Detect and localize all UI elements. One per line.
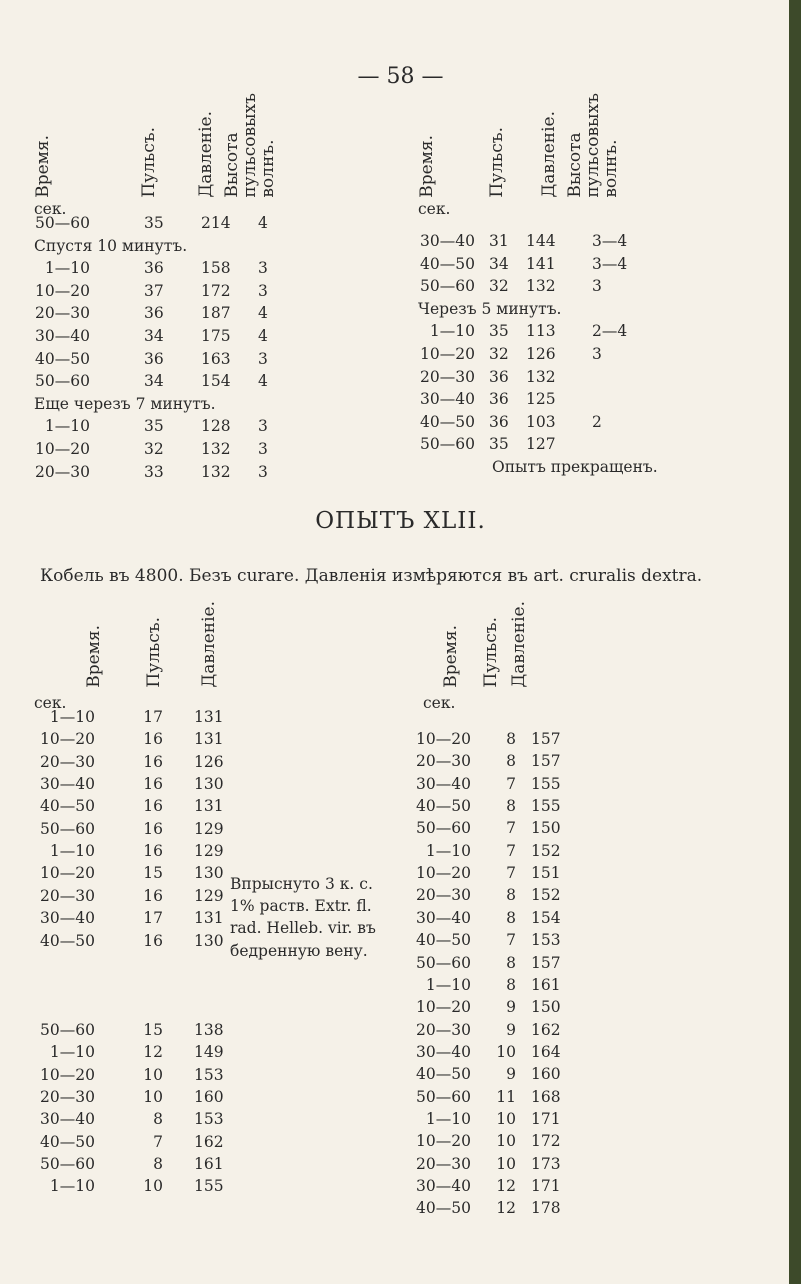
pulse-cell: 7 — [506, 931, 516, 950]
time-cell: 10—20 — [416, 730, 471, 748]
pressure-cell: 155 — [531, 797, 561, 816]
column-header: Время. — [441, 625, 461, 688]
time-cell: 20—30 — [40, 752, 95, 771]
pulse-cell: 32 — [144, 440, 164, 458]
time-cell: 20—30 — [416, 886, 471, 905]
time-cell: 30—40 — [40, 909, 95, 928]
pressure-cell: 151 — [531, 864, 561, 883]
pulse-cell: 16 — [143, 886, 163, 905]
pressure-cell: 149 — [194, 1043, 224, 1062]
time-cell: 10—20 — [416, 864, 471, 883]
time-cell: 50—60 — [40, 1020, 95, 1039]
time-cell: 20—30 — [35, 462, 90, 481]
pulse-cell: 12 — [143, 1043, 163, 1062]
pulse-cell: 9 — [506, 1065, 516, 1084]
pressure-cell: 160 — [531, 1065, 561, 1084]
pressure-cell: 126 — [526, 345, 556, 363]
pressure-cell: 127 — [526, 435, 556, 454]
pulse-cell: 34 — [144, 327, 164, 345]
time-cell: 50—60 — [420, 435, 475, 454]
pulse-cell: 8 — [506, 975, 516, 994]
pressure-cell: 157 — [531, 752, 561, 771]
time-cell: 10—20 — [35, 440, 90, 458]
experiment-subtitle: Кобель въ 4800. Безъ curare. Давленія измѣряются въ art. cruralis dextra. — [40, 566, 703, 586]
pulse-cell: 10 — [143, 1087, 163, 1106]
time-cell: 50—60 — [35, 214, 90, 232]
time-cell: 10—20 — [40, 1065, 95, 1084]
column-header: Высота пульсовыхъ волнъ. — [565, 93, 621, 198]
pressure-cell: 153 — [531, 931, 561, 950]
unit-label: сек. — [34, 694, 67, 712]
time-cell: 1—10 — [49, 842, 95, 861]
time-cell: 10—20 — [35, 281, 90, 300]
time-cell: 30—40 — [416, 774, 471, 793]
pressure-cell: 131 — [194, 730, 224, 749]
pulse-cell: 36 — [144, 259, 164, 278]
page-edge — [789, 0, 801, 1284]
unit-label: сек. — [423, 694, 456, 712]
column-header: Давленіе. — [196, 111, 216, 198]
wave-height-cell: 3—4 — [592, 254, 628, 273]
time-cell: 40—50 — [40, 1132, 95, 1151]
pressure-cell: 132 — [526, 277, 556, 296]
pulse-cell: 9 — [506, 1020, 516, 1039]
pressure-cell: 155 — [194, 1177, 224, 1196]
pulse-cell: 31 — [489, 232, 509, 250]
pressure-cell: 128 — [201, 417, 231, 436]
pressure-cell: 125 — [526, 390, 556, 409]
time-cell: 40—50 — [416, 1199, 471, 1218]
pressure-cell: 160 — [194, 1087, 224, 1106]
experiment-title: ОПЫТЪ XLII. — [315, 508, 486, 534]
pressure-cell: 214 — [201, 214, 231, 232]
pressure-cell: 153 — [194, 1110, 224, 1129]
time-cell: 30—40 — [416, 908, 471, 927]
time-cell: 40—50 — [420, 412, 475, 431]
time-cell: 20—30 — [416, 1020, 471, 1039]
pressure-cell: 130 — [194, 775, 224, 794]
column-header: Время. — [417, 135, 437, 198]
pulse-cell: 10 — [496, 1154, 516, 1173]
unit-label: сек. — [34, 200, 67, 218]
pressure-cell: 172 — [201, 281, 231, 300]
pressure-cell: 152 — [531, 841, 561, 860]
pressure-cell: 129 — [194, 886, 224, 905]
time-cell: 40—50 — [420, 254, 475, 273]
pressure-cell: 131 — [194, 909, 224, 928]
time-cell: 40—50 — [416, 1065, 471, 1084]
pressure-cell: 153 — [194, 1065, 224, 1084]
time-cell: 40—50 — [35, 349, 90, 368]
wave-height-cell: 4 — [258, 214, 268, 232]
time-cell: 50—60 — [40, 819, 95, 838]
pressure-cell: 138 — [194, 1020, 224, 1039]
pulse-cell: 9 — [506, 998, 516, 1017]
pulse-cell: 8 — [153, 1155, 163, 1173]
pulse-cell: 7 — [506, 774, 516, 793]
column-header: Время. — [84, 625, 104, 688]
pressure-cell: 113 — [526, 322, 556, 341]
pressure-cell: 163 — [201, 349, 231, 368]
pulse-cell: 32 — [489, 345, 509, 363]
column-header: Пульсъ. — [481, 617, 501, 688]
pulse-cell: 36 — [144, 304, 164, 323]
time-cell: 40—50 — [416, 797, 471, 816]
time-cell: 30—40 — [40, 775, 95, 794]
column-header: Давленіе. — [199, 601, 219, 688]
time-cell: 50—60 — [420, 277, 475, 296]
pressure-cell: 175 — [201, 327, 231, 345]
time-cell: 30—40 — [40, 1110, 95, 1129]
page-number: — 58 — — [357, 64, 444, 89]
injection-note: Впрыснуто 3 к. с. 1% раств. Extr. fl. rad. Helleb. vir. въ бедренную вену. — [230, 875, 376, 960]
interval-note: Черезъ 5 минутъ. — [418, 299, 562, 318]
pulse-cell: 34 — [489, 254, 509, 273]
pulse-cell: 8 — [506, 752, 516, 771]
pressure-cell: 103 — [526, 412, 556, 431]
wave-height-cell: 2 — [592, 412, 602, 431]
wave-height-cell: 4 — [258, 372, 268, 391]
interval-note: Еще черезъ 7 минутъ. — [34, 394, 216, 413]
pressure-cell: 161 — [194, 1155, 224, 1173]
time-cell: 30—40 — [416, 1177, 471, 1195]
pressure-cell: 172 — [531, 1132, 561, 1151]
pulse-cell: 34 — [144, 372, 164, 391]
time-cell: 40—50 — [40, 931, 95, 950]
pressure-cell: 157 — [531, 953, 561, 972]
time-cell: 30—40 — [420, 232, 475, 250]
pressure-cell: 164 — [531, 1042, 561, 1061]
pulse-cell: 16 — [143, 931, 163, 950]
wave-height-cell: 4 — [258, 327, 268, 345]
pressure-cell: 158 — [201, 259, 231, 278]
pulse-cell: 8 — [506, 730, 516, 748]
pressure-cell: 129 — [194, 842, 224, 861]
pulse-cell: 10 — [496, 1132, 516, 1151]
pulse-cell: 8 — [153, 1110, 163, 1129]
pulse-cell: 17 — [143, 909, 163, 928]
column-header: Давленіе. — [509, 601, 529, 688]
column-header: Пульсъ. — [487, 127, 507, 198]
time-cell: 1—10 — [49, 708, 95, 726]
pressure-cell: 162 — [531, 1020, 561, 1039]
wave-height-cell: 3 — [258, 281, 268, 300]
pressure-cell: 161 — [531, 975, 561, 994]
time-cell: 20—30 — [420, 367, 475, 386]
pressure-cell: 132 — [201, 440, 231, 458]
pulse-cell: 16 — [143, 842, 163, 861]
time-cell: 50—60 — [40, 1155, 95, 1173]
pulse-cell: 12 — [496, 1199, 516, 1218]
pulse-cell: 8 — [506, 953, 516, 972]
pressure-cell: 126 — [194, 752, 224, 771]
pressure-cell: 131 — [194, 797, 224, 816]
column-header: Пульсъ. — [139, 127, 159, 198]
pulse-cell: 7 — [506, 819, 516, 838]
time-cell: 1—10 — [44, 417, 90, 436]
time-cell: 10—20 — [420, 345, 475, 363]
pulse-cell: 33 — [144, 462, 164, 481]
pressure-cell: 171 — [531, 1109, 561, 1128]
pulse-cell: 36 — [489, 412, 509, 431]
pressure-cell: 144 — [526, 232, 556, 250]
time-cell: 50—60 — [416, 1087, 471, 1106]
pressure-cell: 157 — [531, 730, 561, 748]
pulse-cell: 10 — [496, 1109, 516, 1128]
pressure-cell: 154 — [531, 908, 561, 927]
time-cell: 10—20 — [40, 864, 95, 883]
time-cell: 1—10 — [425, 841, 471, 860]
pressure-cell: 154 — [201, 372, 231, 391]
wave-height-cell: 3 — [258, 462, 268, 481]
pulse-cell: 10 — [143, 1065, 163, 1084]
pulse-cell: 16 — [143, 819, 163, 838]
pulse-cell: 17 — [143, 708, 163, 726]
pressure-cell: 171 — [531, 1177, 561, 1195]
wave-height-cell: 3 — [258, 417, 268, 436]
pulse-cell: 7 — [506, 864, 516, 883]
time-cell: 20—30 — [416, 1154, 471, 1173]
wave-height-cell: 3 — [592, 277, 602, 296]
pulse-cell: 35 — [144, 214, 164, 232]
pulse-cell: 16 — [143, 775, 163, 794]
pressure-cell: 155 — [531, 774, 561, 793]
pulse-cell: 7 — [153, 1132, 163, 1151]
pulse-cell: 8 — [506, 797, 516, 816]
pressure-cell: 168 — [531, 1087, 561, 1106]
pulse-cell: 10 — [496, 1042, 516, 1061]
pressure-cell: 178 — [531, 1199, 561, 1218]
column-header: Высота пульсовыхъ волнъ. — [222, 93, 278, 198]
pressure-cell: 150 — [531, 819, 561, 838]
wave-height-cell: 3 — [258, 440, 268, 458]
pulse-cell: 36 — [489, 367, 509, 386]
pulse-cell: 15 — [143, 1020, 163, 1039]
pressure-cell: 130 — [194, 931, 224, 950]
pulse-cell: 35 — [489, 435, 509, 454]
pressure-cell: 132 — [526, 367, 556, 386]
pulse-cell: 10 — [143, 1177, 163, 1196]
time-cell: 30—40 — [35, 327, 90, 345]
column-header: Давленіе. — [539, 111, 559, 198]
wave-height-cell: 3 — [258, 349, 268, 368]
time-cell: 1—10 — [429, 322, 475, 341]
time-cell: 10—20 — [416, 1132, 471, 1151]
wave-height-cell: 3 — [258, 259, 268, 278]
time-cell: 1—10 — [44, 259, 90, 278]
time-cell: 50—60 — [35, 372, 90, 391]
pressure-cell: 130 — [194, 864, 224, 883]
pulse-cell: 15 — [143, 864, 163, 883]
time-cell: 20—30 — [35, 304, 90, 323]
wave-height-cell: 4 — [258, 304, 268, 323]
time-cell: 40—50 — [416, 931, 471, 950]
interval-note: Спустя 10 минутъ. — [34, 236, 188, 255]
interval-note: Опытъ прекращенъ. — [492, 458, 658, 476]
pressure-cell: 173 — [531, 1154, 561, 1173]
time-cell: 10—20 — [416, 998, 471, 1017]
pulse-cell: 32 — [489, 277, 509, 296]
time-cell: 20—30 — [40, 886, 95, 905]
time-cell: 1—10 — [425, 1109, 471, 1128]
unit-label: сек. — [418, 200, 451, 218]
time-cell: 50—60 — [416, 953, 471, 972]
wave-height-cell: 2—4 — [592, 322, 628, 341]
pulse-cell: 16 — [143, 730, 163, 749]
time-cell: 40—50 — [40, 797, 95, 816]
time-cell: 1—10 — [425, 975, 471, 994]
pressure-cell: 141 — [526, 254, 556, 273]
pressure-cell: 187 — [201, 304, 231, 323]
time-cell: 10—20 — [40, 730, 95, 749]
pulse-cell: 16 — [143, 797, 163, 816]
column-header: Время. — [33, 135, 53, 198]
pressure-cell: 132 — [201, 462, 231, 481]
pulse-cell: 35 — [489, 322, 509, 341]
pressure-cell: 131 — [194, 708, 224, 726]
pressure-cell: 162 — [194, 1132, 224, 1151]
pressure-cell: 152 — [531, 886, 561, 905]
pulse-cell: 11 — [496, 1087, 516, 1106]
time-cell: 50—60 — [416, 819, 471, 838]
pulse-cell: 16 — [143, 752, 163, 771]
pressure-cell: 150 — [531, 998, 561, 1017]
pulse-cell: 36 — [489, 390, 509, 409]
time-cell: 30—40 — [416, 1042, 471, 1061]
time-cell: 1—10 — [49, 1043, 95, 1062]
pulse-cell: 37 — [144, 281, 164, 300]
pulse-cell: 12 — [496, 1177, 516, 1195]
pulse-cell: 7 — [506, 841, 516, 860]
wave-height-cell: 3—4 — [592, 232, 628, 250]
time-cell: 20—30 — [416, 752, 471, 771]
time-cell: 30—40 — [420, 390, 475, 409]
pulse-cell: 8 — [506, 908, 516, 927]
time-cell: 20—30 — [40, 1087, 95, 1106]
pressure-cell: 129 — [194, 819, 224, 838]
column-header: Пульсъ. — [144, 617, 164, 688]
pulse-cell: 35 — [144, 417, 164, 436]
pulse-cell: 8 — [506, 886, 516, 905]
wave-height-cell: 3 — [592, 345, 602, 363]
pulse-cell: 36 — [144, 349, 164, 368]
time-cell: 1—10 — [49, 1177, 95, 1196]
